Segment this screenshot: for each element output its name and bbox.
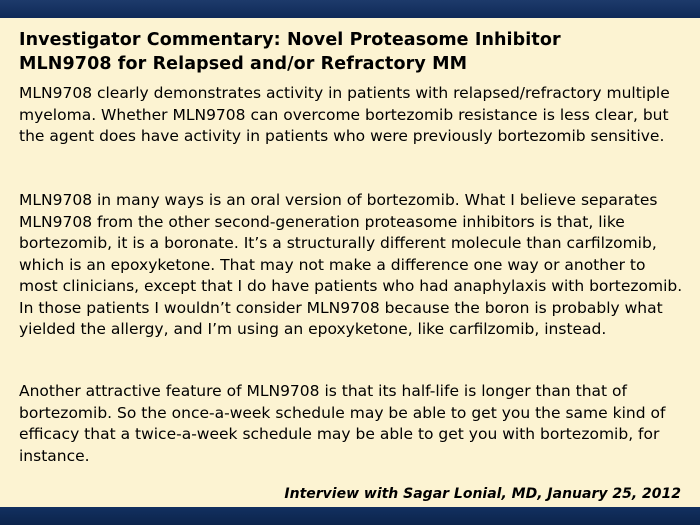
commentary-paragraph-3: Another attractive feature of MLN9708 is that its half-life is longer than that of bortezomib. So the once-a-week schedule may be able to get you the same kind of efficacy that a twice-a-week schedule may be able to get you with bortezomib, for instance. — [19, 382, 666, 465]
slide-title-line-1: Investigator Commentary: Novel Proteasome Inhibitor — [19, 30, 561, 50]
commentary-paragraph-2: MLN9708 in many ways is an oral version of bortezomib. What I believe separates MLN9708 from the other second-generation proteasome inhibitors is that, like bortezomib, it is a boronate. It’s a structurally different molecule than carfilzomib, which is an epoxyketone. That may not make a difference one way or another to most clinicians, except that I do have patients who had anaphylaxis with bortezomib. In those patients I wouldn’t consider MLN9708 because the boron is probably what yielded the allergy, and I’m using an epoxyketone, like carfilzomib, instead. — [19, 191, 683, 338]
interview-attribution: Interview with Sagar Lonial, MD, January 25, 2012 — [284, 486, 681, 502]
slide-title-line-2: MLN9708 for Relapsed and/or Refractory MM — [19, 54, 468, 74]
slide-title — [19, 28, 679, 76]
header-bar — [0, 0, 700, 18]
commentary-paragraph-1: MLN9708 clearly demonstrates activity in patients with relapsed/refractory multiple myeloma. Whether MLN9708 can overcome bortezomib resistance is less clear, but the agent does have activity in patients who were previously bortezomib sensitive. — [19, 84, 670, 145]
footer-bar — [0, 507, 700, 525]
